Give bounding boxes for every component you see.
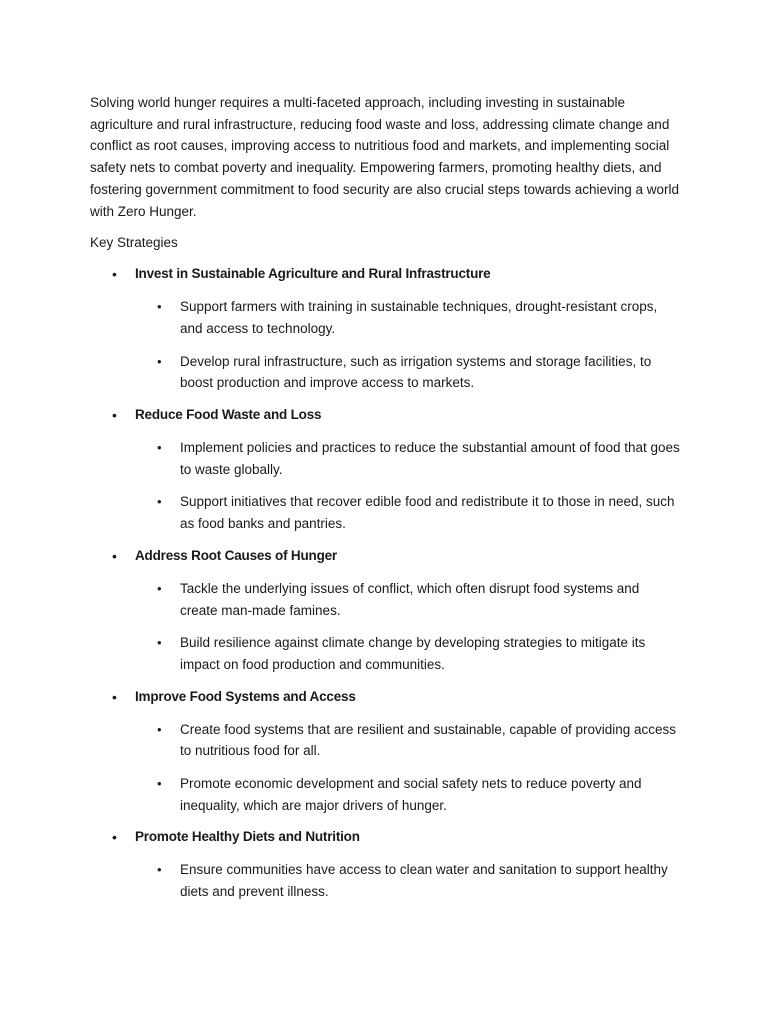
point-text: Create food systems that are resilient and sustainable, capable of providing access to nutritious food for all. [180,721,677,759]
strategy-item [90,826,680,902]
bullet-icon: • [112,547,117,564]
bullet-icon: • [157,299,162,315]
list-item [135,437,680,480]
strategy-list [90,263,680,903]
bullet-icon: • [157,862,162,878]
strategy-points [135,859,680,902]
list-item [135,491,680,534]
bullet-icon: • [157,776,162,792]
document-page [90,92,680,903]
bullet-icon: • [157,635,162,651]
strategy-item [90,263,680,394]
point-text: Ensure communities have access to clean water and sanitation to support healthy diets and prevent illness. [180,862,668,900]
point-text: Tackle the underlying issues of conflict, which often disrupt food systems and create man-made famines. [180,580,640,618]
point-text: Implement policies and practices to reduce the substantial amount of food that goes to waste globally. [180,440,680,477]
list-item [135,859,680,902]
strategy-heading: Improve Food Systems and Access [135,688,356,704]
strategy-points [135,578,680,676]
strategy-points [135,719,680,817]
list-item [135,578,680,621]
bullet-icon: • [157,580,162,596]
strategy-points [135,437,680,535]
bullet-icon: • [112,407,117,424]
bullet-icon: • [112,688,117,705]
list-item [135,351,680,394]
bullet-icon: • [157,494,162,510]
intro-paragraph: Solving world hunger requires a multi-faceted approach, including investing in sustainable agriculture and rural infrastructure, reducing food waste and loss, addressing climate change and conflict as root causes, improving access to nutritious food and markets, and implementing social safety nets to combat poverty and inequality. Empowering farmers, promoting healthy diets, and fostering government commitment to food security are also crucial steps towards achieving a world with Zero Hunger. [90,95,680,219]
list-item [135,632,680,675]
point-text: Support farmers with training in sustainable techniques, drought-resistant crops, and access to technology. [180,299,658,336]
strategy-item [90,404,680,535]
list-item [135,296,680,339]
point-text: Build resilience against climate change by developing strategies to mitigate its impact on food production and communities. [180,635,646,672]
bullet-icon: • [157,440,162,456]
strategy-heading: Invest in Sustainable Agriculture and Rural Infrastructure [135,266,491,282]
bullet-icon: • [112,266,117,283]
strategy-heading: Address Root Causes of Hunger [135,547,337,563]
strategy-points [135,296,680,394]
list-item [135,773,680,816]
section-label: Key Strategies [90,235,178,251]
point-text: Promote economic development and social safety nets to reduce poverty and inequality, which are major drivers of hunger. [180,776,642,813]
strategy-item [90,686,680,817]
bullet-icon: • [157,721,162,737]
point-text: Support initiatives that recover edible food and redistribute it to those in need, such as food banks and pantries. [180,494,675,532]
strategy-heading: Reduce Food Waste and Loss [135,407,322,423]
bullet-icon: • [112,829,117,846]
bullet-icon: • [157,353,162,369]
strategy-heading: Promote Healthy Diets and Nutrition [135,829,360,845]
point-text: Develop rural infrastructure, such as irrigation systems and storage facilities, to boost production and improve access to markets. [180,353,652,391]
list-item [135,719,680,762]
strategy-item [90,545,680,676]
